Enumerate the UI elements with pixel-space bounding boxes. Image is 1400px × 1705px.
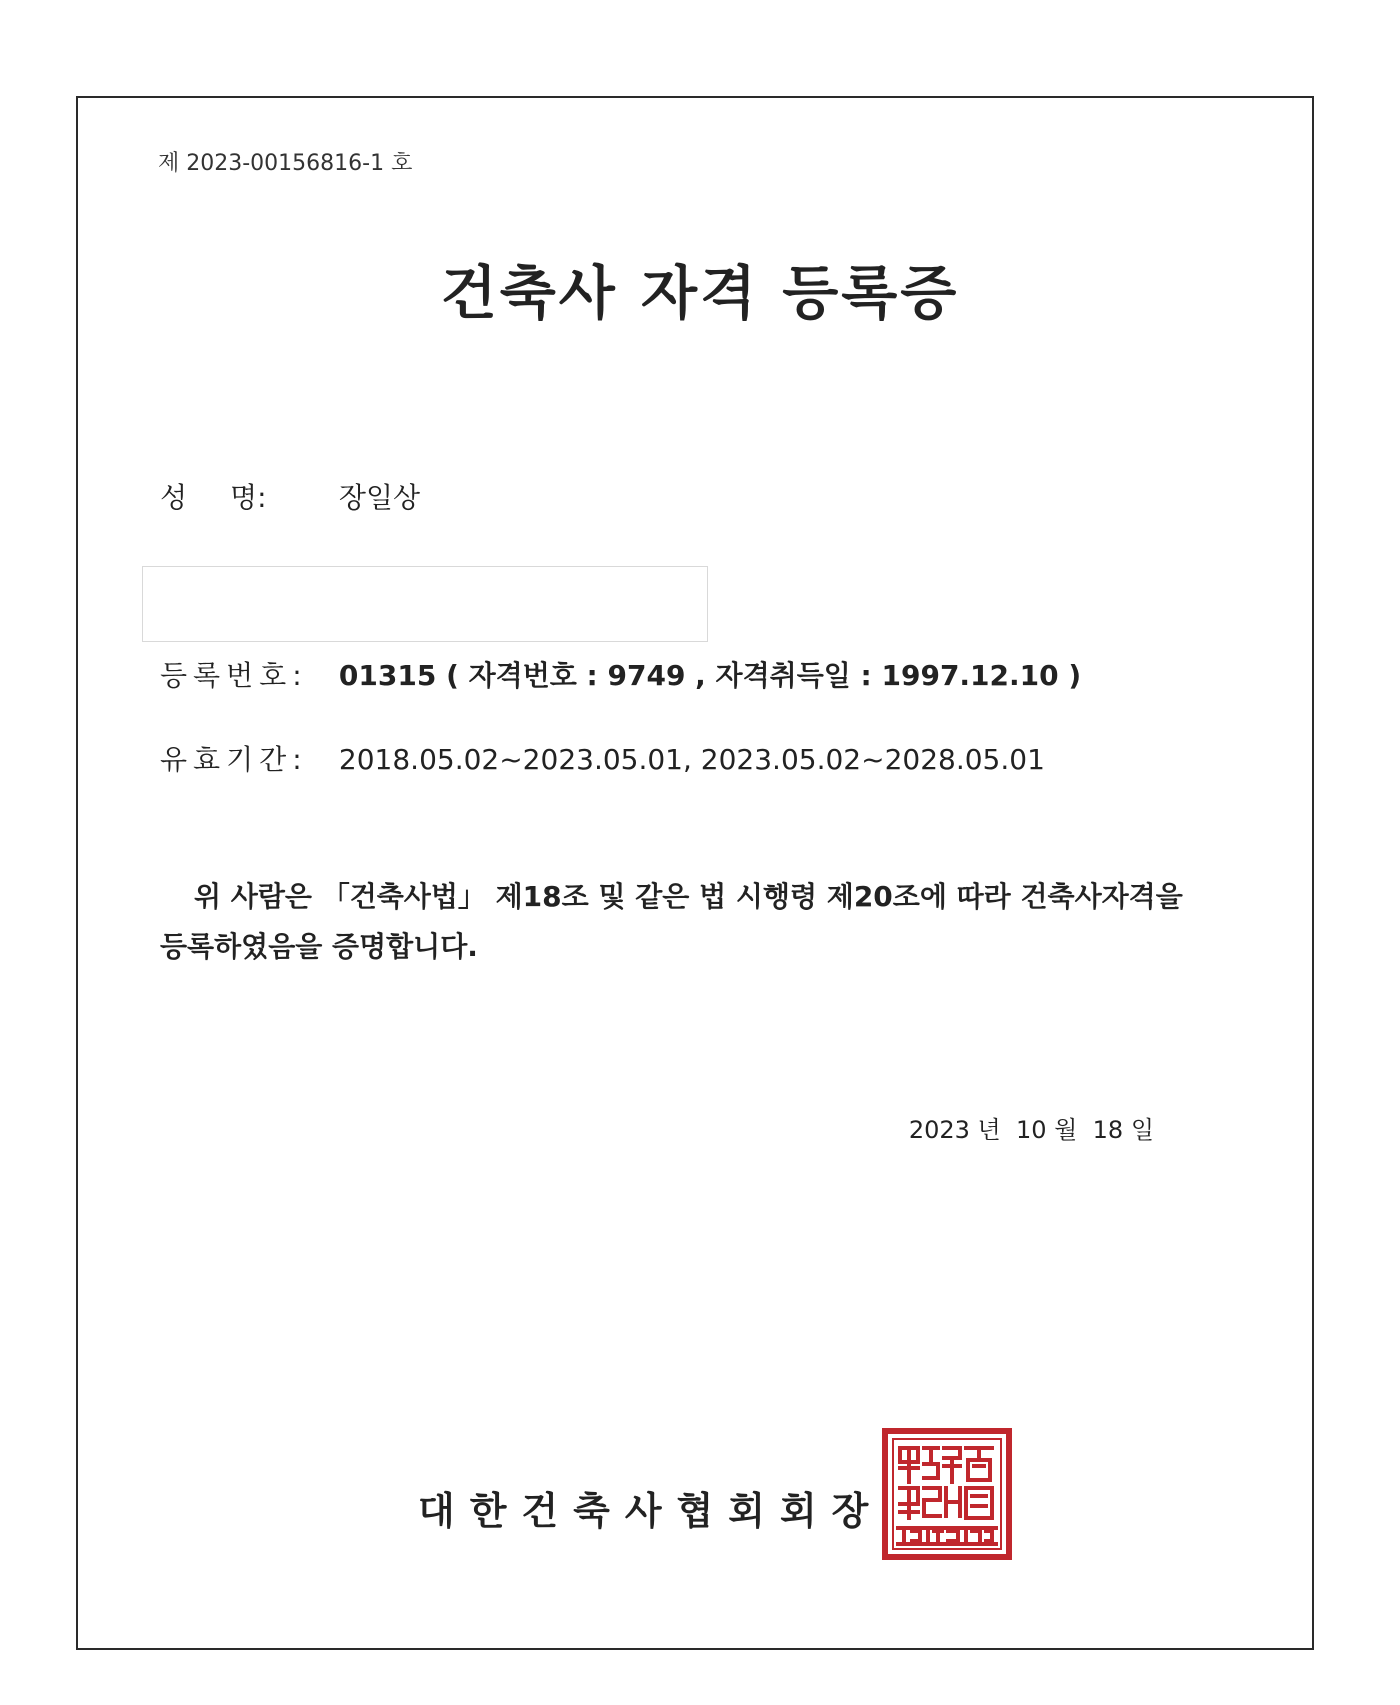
validity-label-text: 유효기간 [160,743,293,776]
name-label [160,476,330,516]
name-label-second: 명 [230,481,258,514]
issue-date [909,1110,1154,1145]
statement-line-1-text: 위 사람은 「건축사법」 제18조 및 같은 법 시행령 제20조에 따라 건축사자격을 [194,880,1183,913]
validity-label [160,738,330,778]
registration-row [160,654,1081,694]
name-label-first: 성 [160,481,188,514]
issue-number: 제 2023-00156816-1 호 [158,151,413,176]
statement-line-2: 등록하였음을 증명합니다. [160,930,478,963]
name-value: 장일상 [338,481,421,514]
statement-line-1 [160,872,1240,922]
issue-year: 2023 [908,1116,970,1144]
issue-day: 18 [1092,1116,1124,1144]
official-seal-icon [882,1428,1012,1560]
name-colon: : [257,481,267,514]
certification-statement [160,872,1240,972]
certificate-title: 건축사 자격 등록증 [440,259,960,327]
issue-month-unit: 월 [1054,1116,1078,1144]
name-row [160,476,420,516]
issue-month: 10 [1015,1116,1047,1144]
issue-year-unit: 년 [977,1116,1001,1144]
registration-value: 01315 ( 자격번호 : 9749 , 자격취득일 : 1997.12.10 ) [338,659,1082,692]
validity-value: 2018.05.02~2023.05.01, 2023.05.02~2028.05.01 [338,743,1045,776]
validity-row [160,738,1045,778]
issuer-name: 대한건축사협회회장 [418,1489,884,1533]
registration-label-text: 등록번호 [160,659,293,692]
redacted-field [142,566,708,642]
registration-label [160,654,330,694]
issue-day-unit: 일 [1130,1116,1154,1144]
registration-colon: : [292,659,308,692]
validity-colon: : [292,743,308,776]
